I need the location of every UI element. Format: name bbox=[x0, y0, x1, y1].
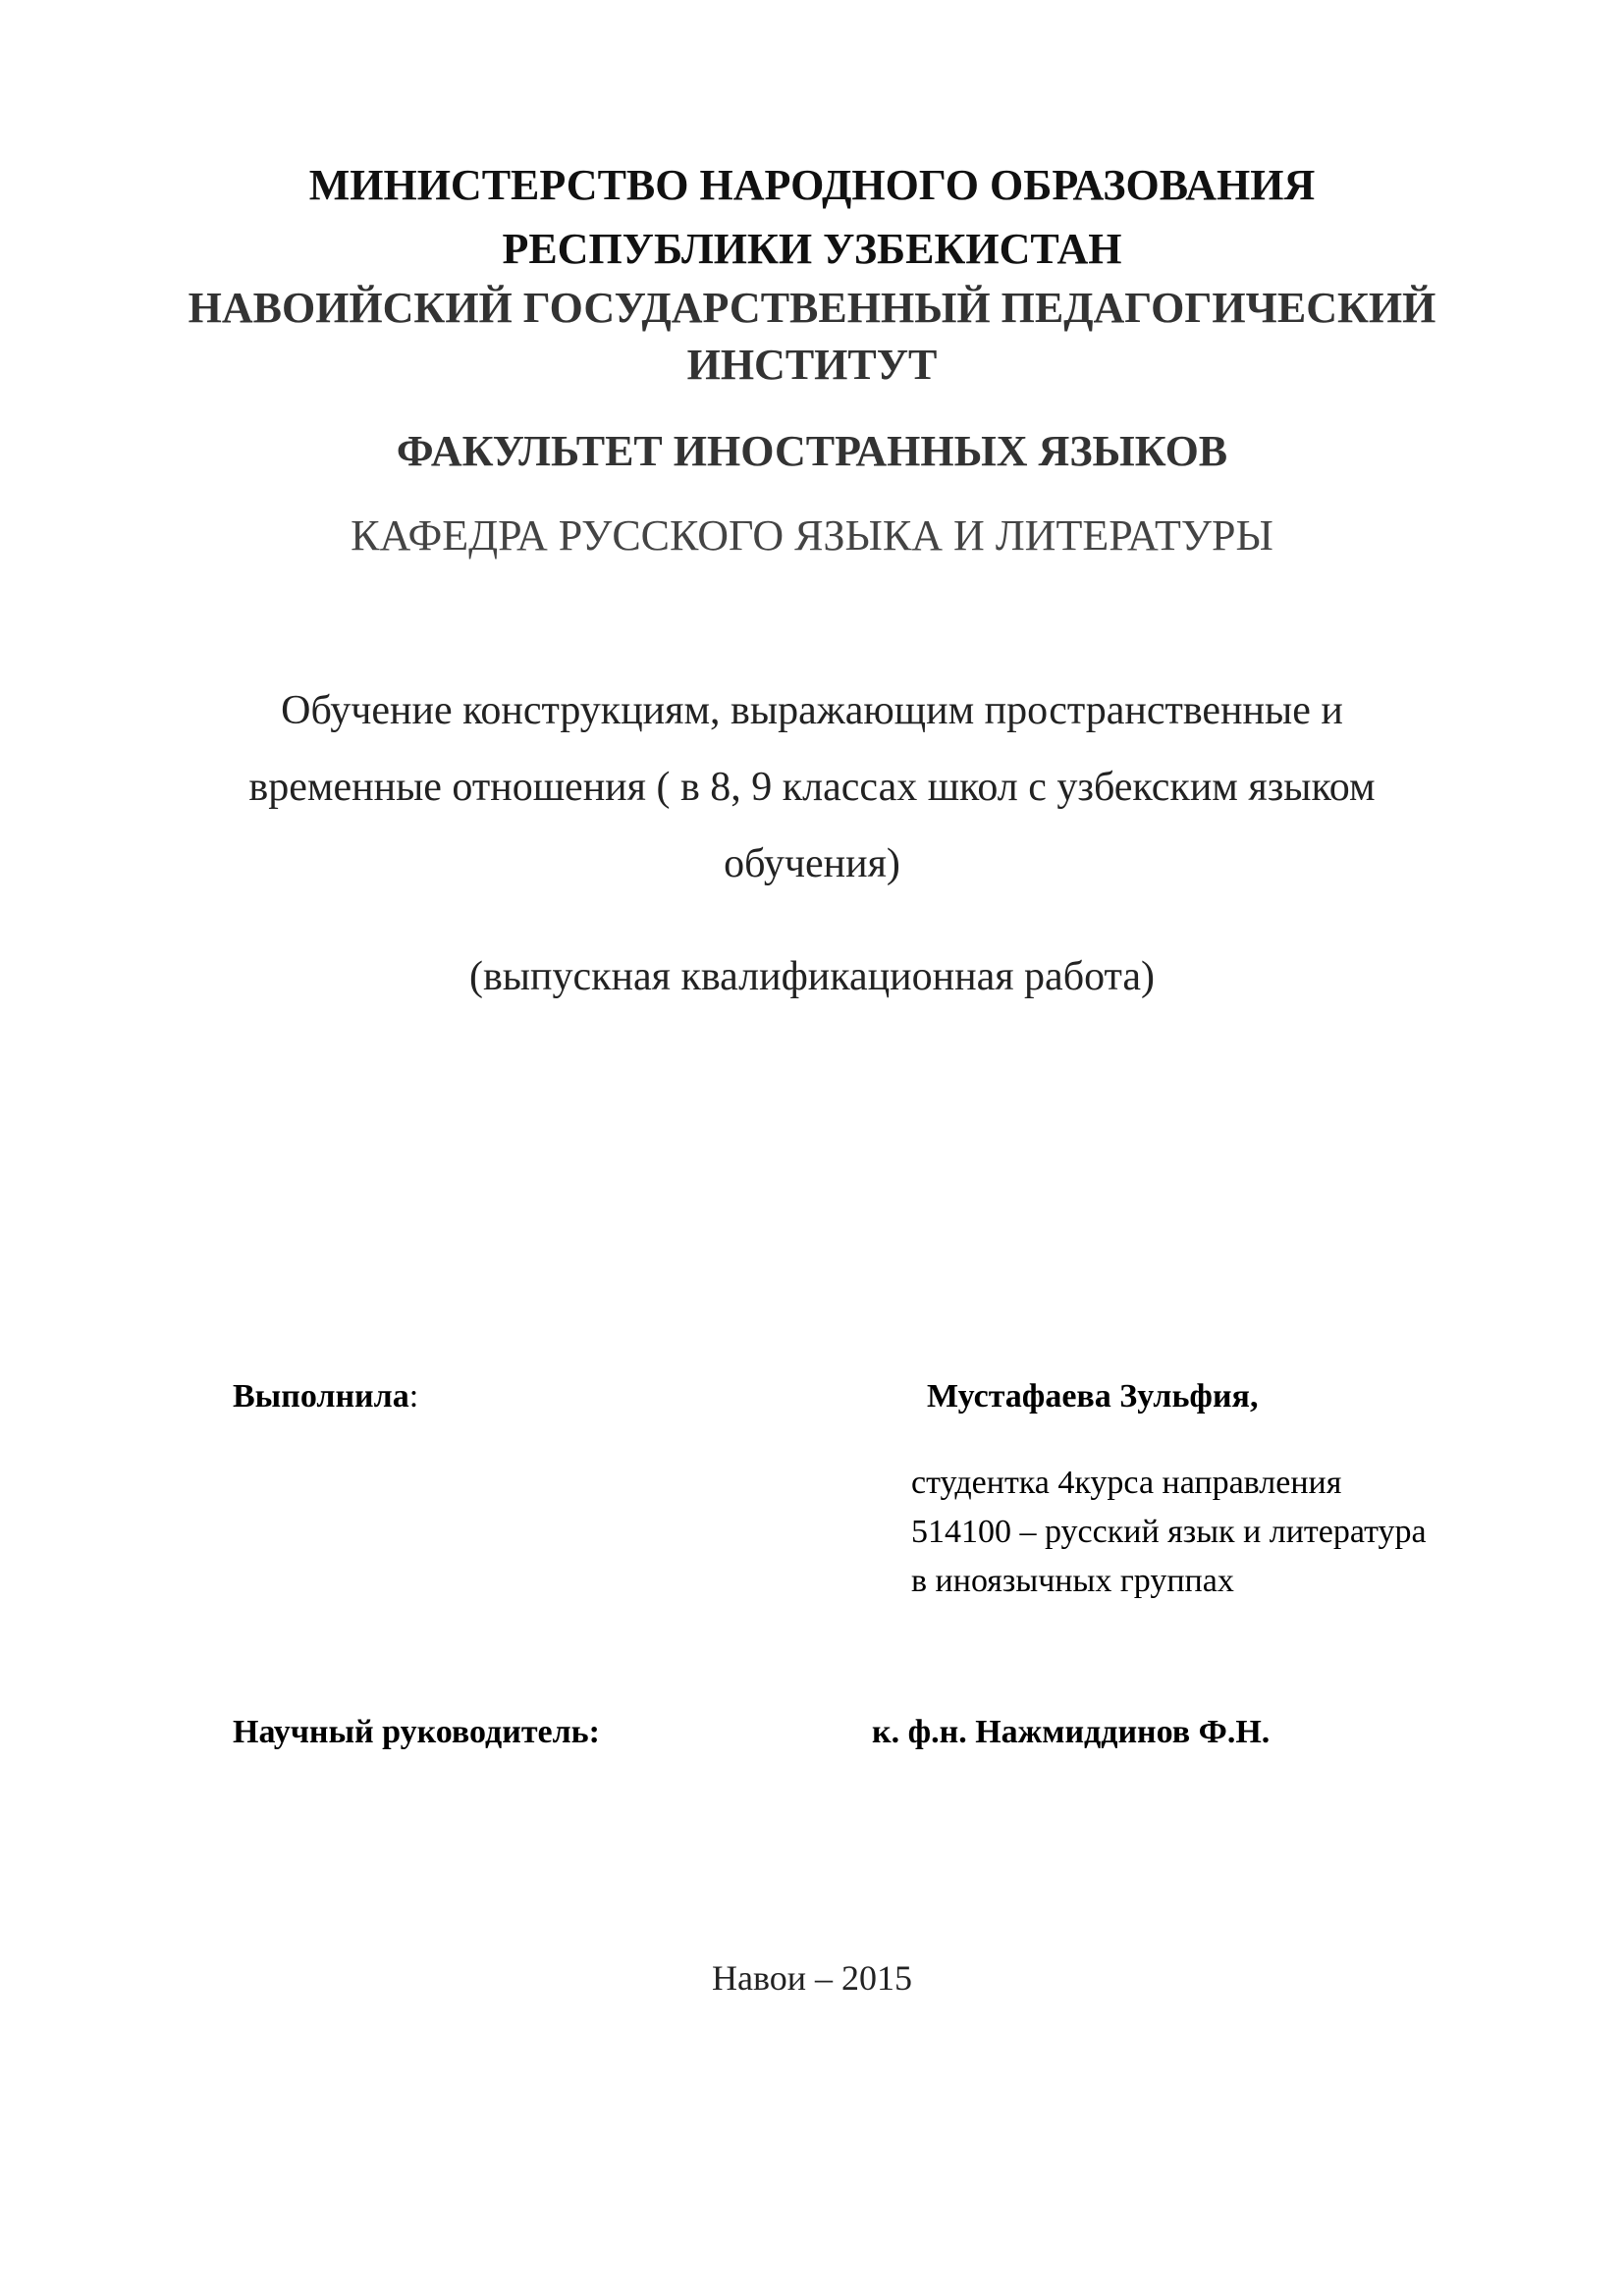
author-label-colon: : bbox=[408, 1378, 419, 1415]
author-label-text: Выполнила bbox=[233, 1378, 409, 1415]
ministry-line-2: РЕСПУБЛИКИ УЗБЕКИСТАН bbox=[502, 225, 1122, 273]
department-name: КАФЕДРА РУССКОГО ЯЗЫКА И ЛИТЕРАТУРЫ bbox=[351, 511, 1273, 560]
work-title-line-1: Обучение конструкциям, выражающим пространственные и bbox=[281, 688, 1343, 733]
author-info-line: 514100 – русский язык и литература bbox=[911, 1514, 1427, 1550]
institute-line-2: ИНСТИТУТ bbox=[686, 341, 938, 389]
work-title-line-3: обучения) bbox=[724, 841, 900, 886]
work-type: (выпускная квалификационная работа) bbox=[468, 954, 1156, 999]
faculty-name: ФАКУЛЬТЕТ ИНОСТРАННЫХ ЯЗЫКОВ bbox=[396, 427, 1228, 475]
author-label bbox=[233, 1378, 418, 1415]
ministry-line-1: МИНИСТЕРСТВО НАРОДНОГО ОБРАЗОВАНИЯ bbox=[308, 161, 1316, 209]
author-info-line: в иноязычных группах bbox=[911, 1563, 1234, 1599]
author-name: Мустафаева Зульфия, bbox=[927, 1378, 1259, 1415]
author-info bbox=[911, 1459, 1427, 1606]
place-and-year: Навои – 2015 bbox=[712, 1958, 912, 1998]
work-title-line-2: временные отношения ( в 8, 9 классах школ с узбекским языком bbox=[248, 765, 1376, 810]
author-info-line: студентка 4курса направления bbox=[911, 1465, 1342, 1501]
supervisor-label: Научный руководитель: bbox=[233, 1714, 600, 1750]
supervisor-name: к. ф.н. Нажмиддинов Ф.Н. bbox=[872, 1714, 1271, 1750]
institute-line-1: НАВОИЙСКИЙ ГОСУДАРСТВЕННЫЙ ПЕДАГОГИЧЕСКИЙ bbox=[188, 284, 1436, 332]
